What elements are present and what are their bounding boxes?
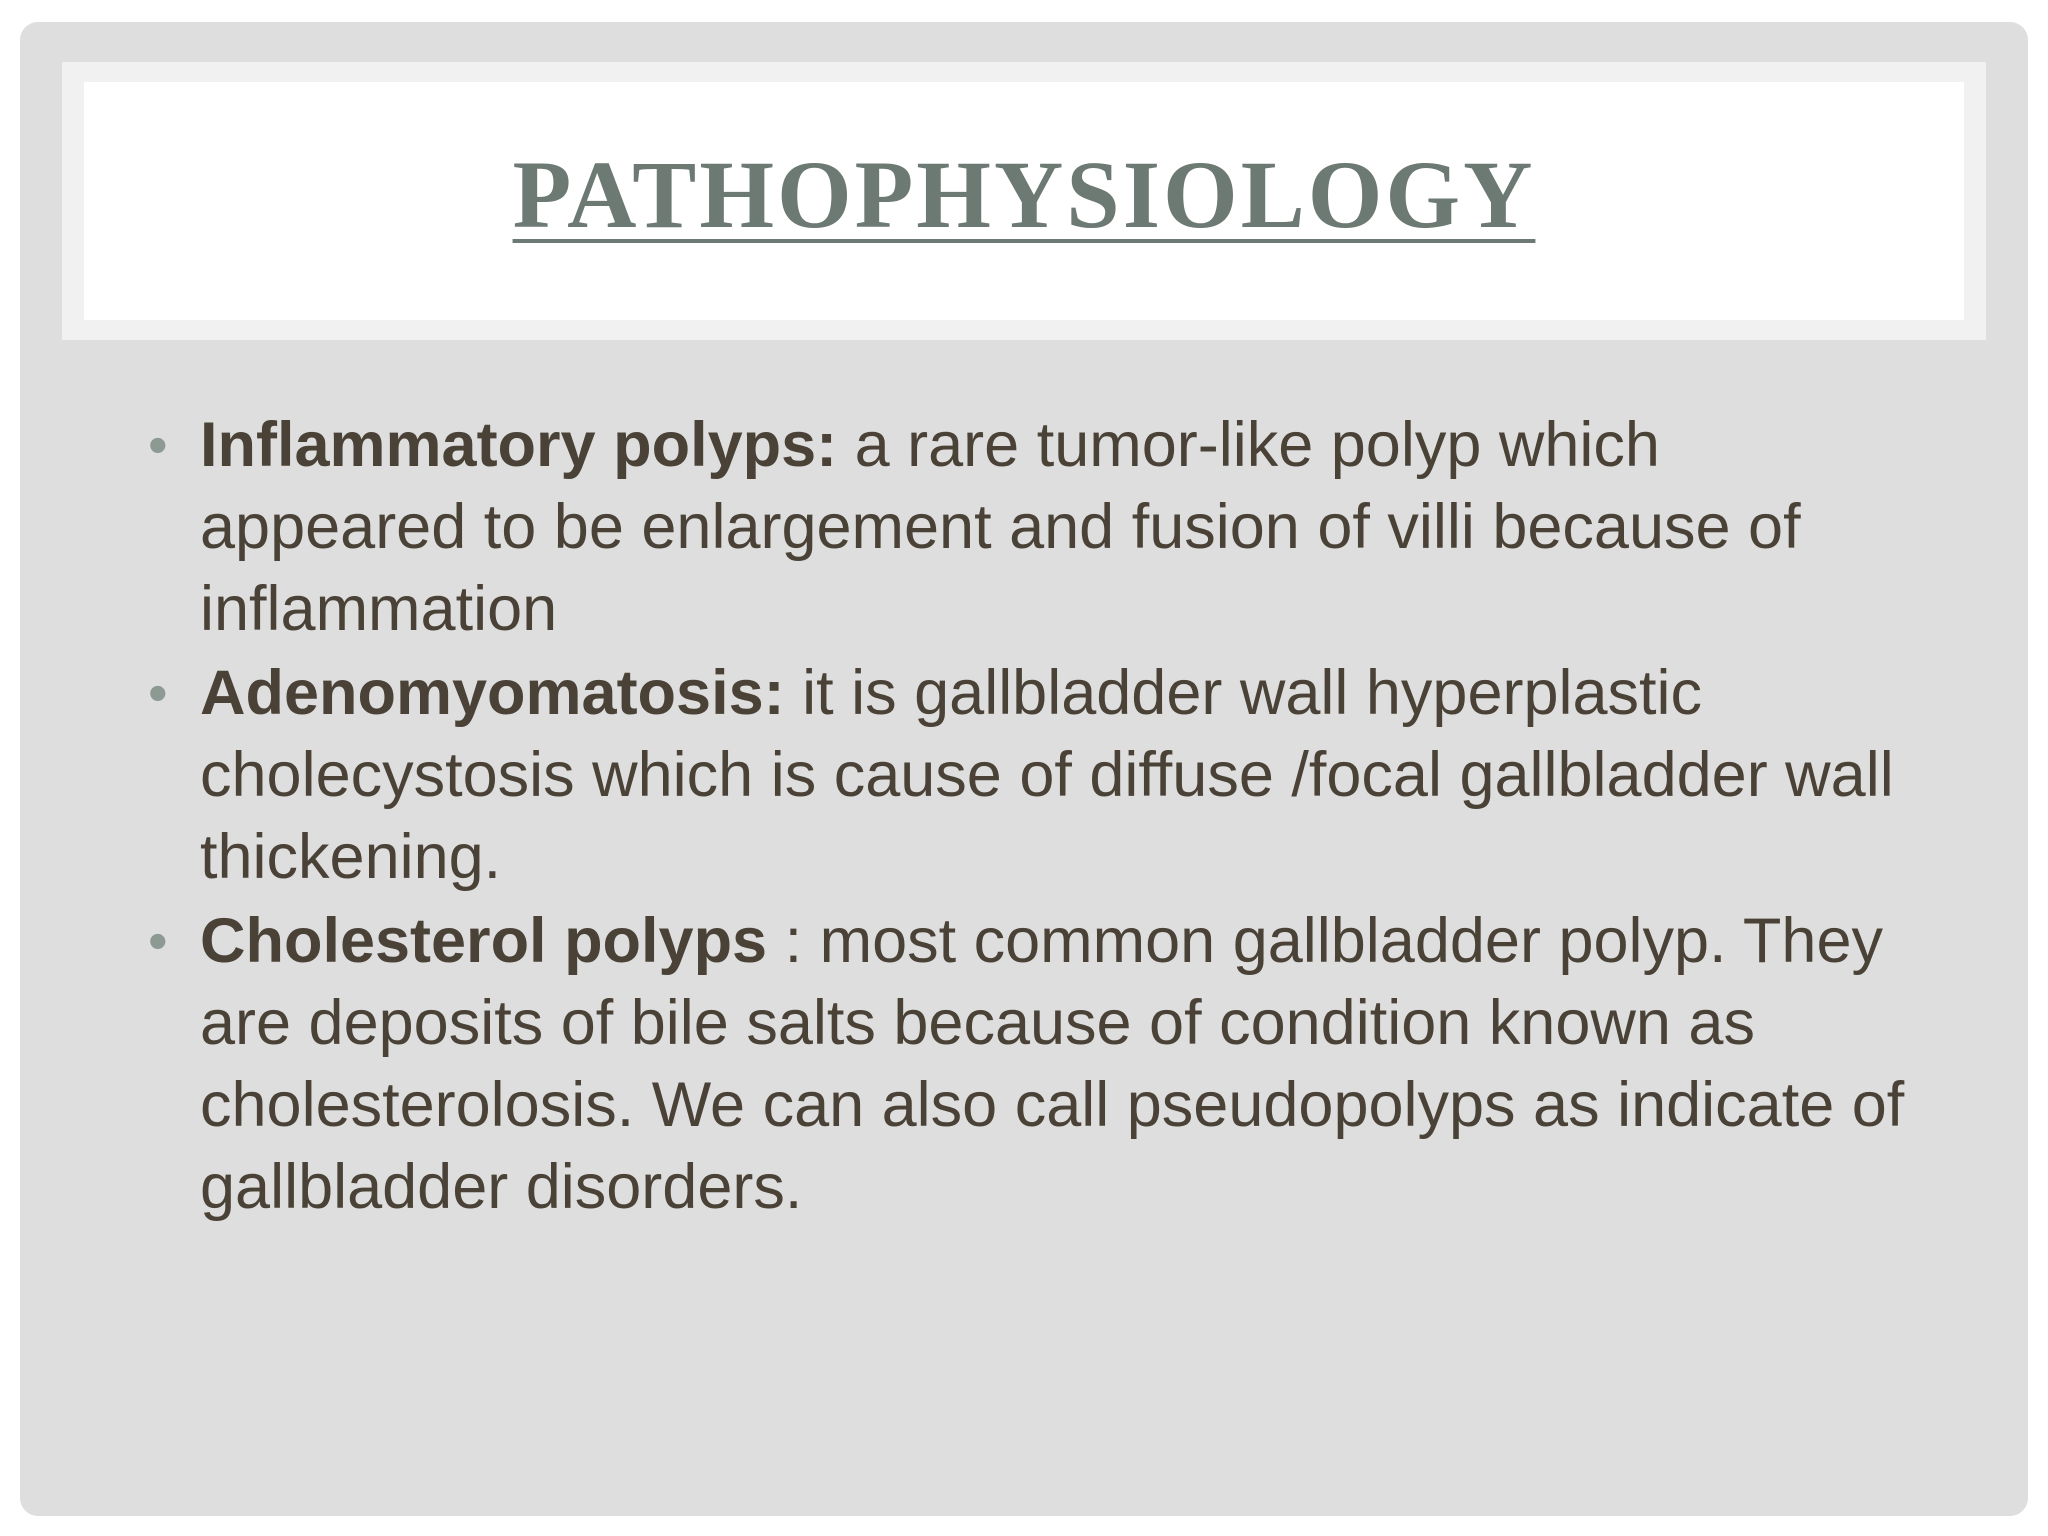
bullet-item-inflammatory-polyps bbox=[148, 404, 1940, 650]
slide-title: PATHOPHYSIOLOGY bbox=[512, 141, 1536, 248]
bullet-term: Cholesterol polyps bbox=[200, 906, 768, 976]
bullet-dot-icon: • bbox=[148, 413, 168, 476]
bullet-term: Inflammatory polyps: bbox=[200, 410, 838, 480]
bullet-term: Adenomyomatosis: bbox=[200, 658, 785, 728]
title-box bbox=[84, 82, 1964, 320]
bullet-item-adenomyomatosis bbox=[148, 652, 1940, 898]
slide bbox=[20, 22, 2028, 1516]
bullet-text: a rare tumor-like polyp which appeared to be enlargement and fusion of villi because of inflammation bbox=[200, 410, 1801, 644]
bullet-text: : most common gallbladder polyp. They are deposits of bile salts because of condition known as cholesterolosis. We can also call pseudopolyps as indicate of gallbladder disorders. bbox=[200, 906, 1905, 1222]
bullet-text: it is gallbladder wall hyperplastic cholecystosis which is cause of diffuse /focal gallbladder wall thickening. bbox=[200, 658, 1894, 892]
bullet-item-cholesterol-polyps bbox=[148, 900, 1940, 1228]
bullet-dot-icon: • bbox=[148, 661, 168, 724]
bullet-list bbox=[148, 404, 1940, 1230]
bullet-dot-icon: • bbox=[148, 909, 168, 972]
title-frame bbox=[62, 62, 1986, 340]
